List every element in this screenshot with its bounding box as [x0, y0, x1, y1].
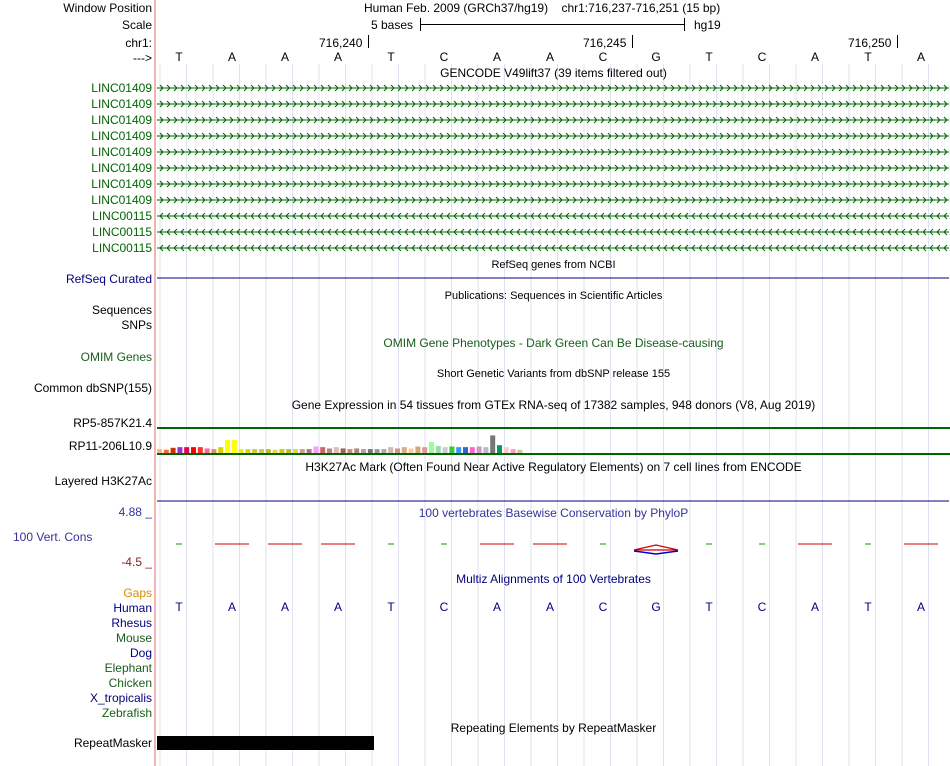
h3k27ac-track-title[interactable]: H3K27Ac Mark (Often Found Near Active Regulatory Elements) on 7 cell lines from ENCODE: [305, 460, 802, 474]
strand-label: --->: [133, 51, 152, 65]
gene-label[interactable]: LINC01409: [91, 129, 152, 143]
human-base: T: [705, 600, 713, 614]
phylop-label[interactable]: 100 Vert. Cons: [13, 530, 93, 544]
gtex-gene-line: [157, 453, 950, 455]
repeatmasker-label[interactable]: RepeatMasker: [73, 736, 152, 750]
human-base: C: [439, 600, 449, 614]
gtex-bar: [511, 449, 516, 453]
gtex-bar: [361, 449, 366, 453]
window-position-label: Window Position: [63, 1, 152, 15]
gtex-bar: [211, 449, 216, 453]
ruler-base: A: [810, 50, 819, 64]
omim-track-title[interactable]: OMIM Gene Phenotypes - Dark Green Can Be Disease-causing: [383, 336, 724, 350]
gtex-bar: [225, 440, 230, 453]
gene-label[interactable]: LINC01409: [91, 193, 152, 207]
gtex-bar: [517, 450, 522, 453]
position-title[interactable]: Human Feb. 2009 (GRCh37/hg19) chr1:716,237-716,251 (15 bp): [364, 1, 721, 15]
ruler-base: A: [280, 50, 289, 64]
gtex-bar: [198, 447, 203, 453]
gene-feature: [157, 133, 949, 139]
species-label-rhesus[interactable]: Rhesus: [111, 616, 152, 630]
human-base: A: [916, 600, 925, 614]
gtex-bar: [456, 447, 461, 453]
gtex-bar: [477, 447, 482, 454]
species-label-chicken[interactable]: Chicken: [108, 676, 152, 690]
scale-label: Scale: [121, 18, 152, 32]
gtex-bar: [347, 449, 352, 453]
gtex-bar: [307, 449, 312, 453]
gtex-bar: [293, 449, 298, 453]
gtex-bar: [395, 448, 400, 453]
gtex-bar: [273, 450, 278, 453]
species-label-dog[interactable]: Dog: [129, 646, 152, 660]
species-label-human[interactable]: Human: [113, 601, 152, 615]
gtex-bar: [381, 449, 386, 453]
dbsnp-track-title[interactable]: Short Genetic Variants from dbSNP release 155: [436, 368, 671, 380]
gtex-bar: [422, 447, 427, 453]
gtex-bar: [286, 449, 291, 453]
gtex-bar: [409, 448, 414, 453]
ruler-base: C: [598, 50, 608, 64]
gene-feature: [157, 85, 949, 91]
human-base: A: [227, 600, 236, 614]
gtex-bar: [497, 445, 502, 453]
multiz-track-title[interactable]: Multiz Alignments of 100 Vertebrates: [456, 572, 651, 586]
gene-feature: [157, 245, 949, 251]
gtex-gene-label[interactable]: RP5-857K21.4: [73, 416, 152, 430]
gene-label[interactable]: LINC00115: [92, 241, 152, 255]
gtex-bar: [483, 447, 488, 453]
scale-text: 5 bases: [371, 18, 414, 32]
gtex-bar: [449, 447, 454, 454]
species-label-zebrafish[interactable]: Zebrafish: [101, 706, 152, 720]
gtex-bar: [429, 442, 434, 453]
human-base: A: [333, 600, 342, 614]
gene-label[interactable]: LINC00115: [92, 225, 152, 239]
ruler-base: T: [705, 50, 713, 64]
coord-716240: 716,240: [319, 36, 363, 50]
gtex-bar: [191, 447, 196, 453]
dbsnp-label[interactable]: Common dbSNP(155): [33, 381, 152, 395]
human-base: C: [598, 600, 608, 614]
ruler-base: T: [175, 50, 183, 64]
phylop-mark: [634, 551, 678, 554]
gtex-bar: [504, 447, 509, 453]
gene-label[interactable]: LINC01409: [91, 113, 152, 127]
gtex-bar: [205, 448, 210, 453]
chrom-label: chr1:: [125, 36, 152, 50]
gtex-bar: [388, 447, 393, 453]
species-label-x-tropicalis[interactable]: X_tropicalis: [89, 691, 152, 705]
gtex-bar: [354, 448, 359, 453]
gtex-bar: [177, 447, 182, 453]
gtex-bar: [164, 450, 169, 453]
h3k27ac-label[interactable]: Layered H3K27Ac: [54, 474, 152, 488]
gtex-bar: [259, 449, 264, 453]
gtex-bar: [239, 449, 244, 453]
gtex-bar: [320, 447, 325, 453]
publications-label-sequences[interactable]: Sequences: [91, 303, 152, 317]
gtex-gene-line: [157, 427, 950, 429]
gtex-bar: [245, 449, 250, 453]
human-base: A: [492, 600, 501, 614]
human-base: A: [280, 600, 289, 614]
gene-feature: [157, 197, 949, 203]
human-base: G: [651, 600, 661, 614]
gtex-bar: [279, 449, 284, 453]
ruler-base: C: [439, 50, 449, 64]
gtex-bar: [402, 447, 407, 453]
gtex-gene-label[interactable]: RP11-206L10.9: [68, 439, 152, 453]
omim-label[interactable]: OMIM Genes: [80, 350, 152, 364]
ruler-base: A: [545, 50, 554, 64]
gene-feature: [157, 213, 949, 219]
gtex-bar: [334, 447, 339, 453]
gtex-bar: [490, 435, 495, 453]
human-base: T: [175, 600, 183, 614]
refseq-label[interactable]: RefSeq Curated: [65, 272, 152, 286]
gtex-bar: [232, 440, 237, 453]
gene-feature: [157, 117, 949, 123]
gene-label[interactable]: LINC01409: [91, 81, 152, 95]
gtex-bar: [415, 447, 420, 454]
publications-track-title[interactable]: Publications: Sequences in Scientific Articles: [444, 290, 663, 302]
ruler-base: A: [227, 50, 236, 64]
gtex-bar: [443, 447, 448, 453]
gene-feature: [157, 101, 949, 107]
gtex-bar: [266, 449, 271, 453]
gtex-bar: [368, 449, 373, 453]
gene-label[interactable]: LINC00115: [92, 209, 152, 223]
publications-label-snps[interactable]: SNPs: [121, 318, 152, 332]
gaps-label[interactable]: Gaps: [123, 586, 152, 600]
gene-feature: [157, 149, 949, 155]
repeatmasker-block: [157, 736, 374, 750]
gtex-track-title[interactable]: Gene Expression in 54 tissues from GTEx RNA-seq of 17382 samples, 948 donors (V8, Aug 2019): [291, 398, 816, 412]
gtex-bar: [171, 448, 176, 453]
assembly-label: hg19: [694, 18, 721, 32]
human-base: C: [757, 600, 767, 614]
gene-feature: [157, 181, 949, 187]
gtex-bar: [470, 447, 475, 453]
refseq-track-title[interactable]: RefSeq genes from NCBI: [491, 259, 616, 271]
repeatmasker-track-title[interactable]: Repeating Elements by RepeatMasker: [450, 721, 657, 735]
human-base: T: [387, 600, 395, 614]
gtex-bar: [327, 448, 332, 453]
gtex-bar: [313, 447, 318, 454]
human-base: A: [810, 600, 819, 614]
species-label-mouse[interactable]: Mouse: [115, 631, 152, 645]
gtex-bar: [375, 449, 380, 453]
gtex-bar: [184, 447, 189, 453]
gene-feature: [157, 229, 949, 235]
ruler-base: A: [492, 50, 501, 64]
gtex-bar: [341, 448, 346, 453]
phylop-mark: [634, 545, 678, 550]
ruler-base: A: [916, 50, 925, 64]
gene-label[interactable]: LINC01409: [91, 145, 152, 159]
ruler-base: G: [651, 50, 661, 64]
ruler-base: T: [387, 50, 395, 64]
gtex-bar: [300, 449, 305, 453]
gtex-bar: [463, 447, 468, 453]
ruler-base: C: [757, 50, 767, 64]
species-label-elephant[interactable]: Elephant: [104, 661, 152, 675]
gtex-bar: [218, 447, 223, 453]
gtex-bar: [436, 446, 441, 453]
phylop-track-title[interactable]: 100 vertebrates Basewise Conservation by PhyloP: [418, 506, 689, 520]
phylop-max-label: 4.88 _: [118, 505, 152, 519]
gene-feature: [157, 165, 949, 171]
gene-label[interactable]: LINC01409: [91, 161, 152, 175]
phylop-min-label: -4.5 _: [121, 555, 152, 569]
gtex-bar: [157, 449, 162, 453]
ruler-base: T: [864, 50, 872, 64]
gene-label[interactable]: LINC01409: [91, 177, 152, 191]
gene-label[interactable]: LINC01409: [91, 97, 152, 111]
ruler-base: A: [333, 50, 342, 64]
coord-716250: 716,250: [848, 36, 892, 50]
human-base: A: [545, 600, 554, 614]
coord-716245: 716,245: [583, 36, 627, 50]
human-base: T: [864, 600, 872, 614]
gtex-bar: [252, 449, 257, 453]
gencode-track-title[interactable]: GENCODE V49lift37 (39 items filtered out): [440, 66, 667, 80]
